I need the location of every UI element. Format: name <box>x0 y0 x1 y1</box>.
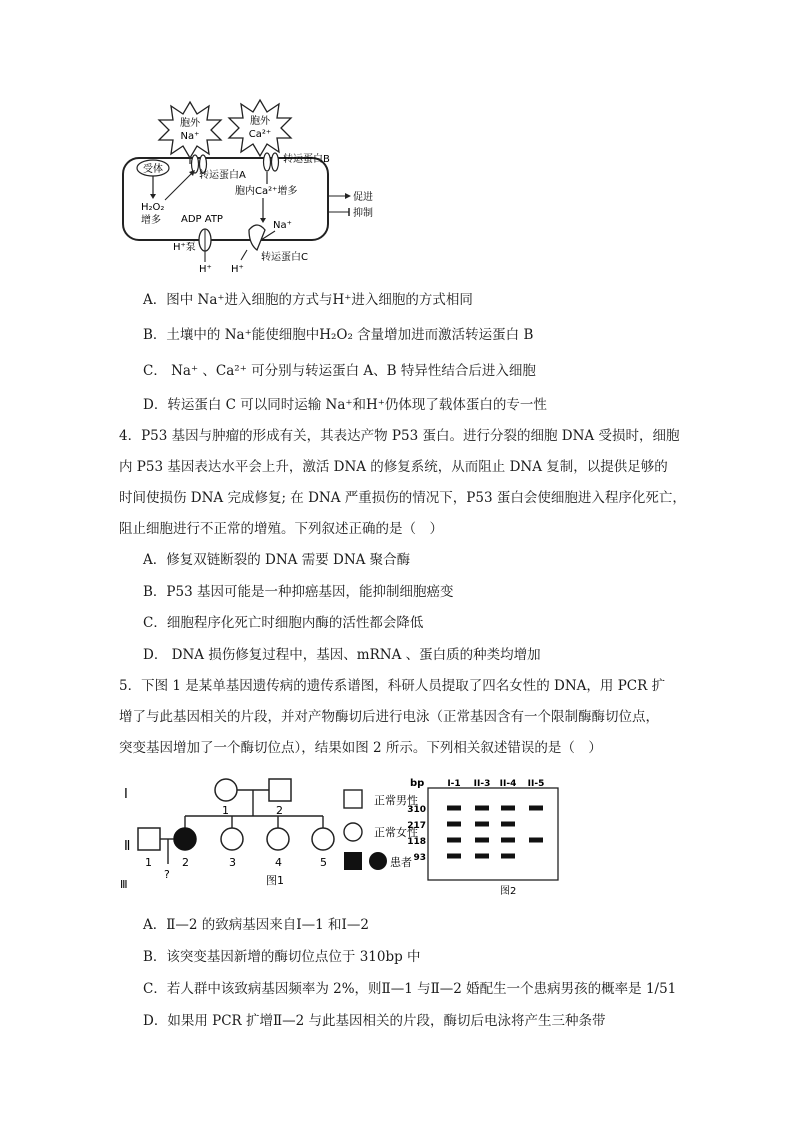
legend-male-symbol <box>344 790 362 808</box>
ca-inside-label: 胞内Ca²⁺增多 <box>235 186 298 197</box>
gel-band <box>447 854 461 859</box>
gel-lane-label: II-5 <box>527 779 545 789</box>
q4-option-a: A．修复双链断裂的 DNA 需要 DNA 聚合酶 <box>143 552 411 568</box>
ii4-number: 4 <box>275 856 282 869</box>
protein-c-label: 转运蛋白C <box>261 252 308 263</box>
protein-a-left <box>192 155 199 173</box>
outside-na-text1: 胞外 <box>180 118 200 129</box>
outside-na-burst <box>159 102 221 158</box>
gel-band <box>447 838 461 843</box>
legend-promote: 促进 <box>353 192 373 203</box>
h-pump-label: H⁺泵 <box>173 242 196 253</box>
h-plus-left: H⁺ <box>199 264 212 275</box>
figure-1-caption: 图1 <box>266 874 284 887</box>
iii-unknown: ? <box>164 868 170 881</box>
ii4-female <box>267 828 289 850</box>
gel-figure <box>408 772 568 897</box>
outside-na-text2: Na⁺ <box>180 131 200 142</box>
legend-inhibit: 抑制 <box>353 208 373 219</box>
q5-option-c: C．若人群中该致病基因频率为 2%，则Ⅱ—1 与Ⅱ—2 婚配生一个患病男孩的概率是 1/51 <box>143 981 677 997</box>
ii3-female <box>221 828 243 850</box>
q5-line-1: 5．下图 1 是某单基因遗传病的遗传系谱图，科研人员提取了四名女性的 DNA，用 PCR 扩 <box>119 678 666 694</box>
protein-c <box>249 225 265 250</box>
gel-band <box>475 838 489 843</box>
gel-lane-label: II-3 <box>473 779 491 789</box>
gel-band <box>501 838 515 843</box>
q5-line-2: 增了与此基因相关的片段，并对产物酶切后进行电泳（正常基因含有一个限制酶酶切位点， <box>119 709 659 725</box>
h2o2-more: 增多 <box>141 215 161 226</box>
gel-band <box>447 806 461 811</box>
ii2-affected-female <box>174 828 196 850</box>
protein-b-left <box>264 153 271 171</box>
gel-size-label: 217 <box>407 821 426 831</box>
i2-number: 2 <box>276 804 283 817</box>
q3-option-c: C． Na⁺ 、Ca²⁺ 可分别与转运蛋白 A、B 特异性结合后进入细胞 <box>143 363 536 379</box>
i1-number: 1 <box>222 804 229 817</box>
q3-option-a: A．图中 Na⁺进入细胞的方式与H⁺进入细胞的方式相同 <box>143 292 473 308</box>
outside-ca-text2: Ca²⁺ <box>248 129 272 140</box>
gel-band <box>529 838 543 843</box>
i2-male <box>269 779 291 801</box>
q4-option-b: B．P53 基因可能是一种抑癌基因，能抑制细胞癌变 <box>143 584 454 600</box>
ii1-number: 1 <box>145 856 152 869</box>
gel-lane-label: I-1 <box>447 779 461 789</box>
q4-option-c: C．细胞程序化死亡时细胞内酶的活性都会降低 <box>143 615 424 631</box>
legend-affected: 患者 <box>390 856 412 869</box>
q3-option-b: B．土壤中的 Na⁺能使细胞中H₂O₂ 含量增加进而激活转运蛋白 B <box>143 327 534 343</box>
protein-a-label: 转运蛋白A <box>199 170 246 181</box>
gel-band <box>475 854 489 859</box>
gel-lane-label: II-4 <box>499 779 517 789</box>
gen-2-label: Ⅱ <box>124 839 131 854</box>
q3-option-d: D．转运蛋白 C 可以同时运输 Na⁺和H⁺仍体现了载体蛋白的专一性 <box>143 397 547 413</box>
ii5-female <box>312 828 334 850</box>
gel-band <box>475 806 489 811</box>
protein-b-right <box>272 153 279 171</box>
q5-option-d: D．如果用 PCR 扩增Ⅱ—2 与此基因相关的片段，酶切后电泳将产生三种条带 <box>143 1013 606 1029</box>
legend-affected-female <box>369 852 387 870</box>
outside-ca-burst <box>229 100 291 156</box>
outside-ca-text1: 胞外 <box>250 116 270 127</box>
gel-size-label: 93 <box>413 853 426 863</box>
protein-b-label: 转运蛋白B <box>283 154 330 165</box>
legend-female-symbol <box>344 823 362 841</box>
cell-transport-diagram <box>115 100 385 275</box>
gen-1-label: Ⅰ <box>124 787 128 802</box>
na-plus-label: Na⁺ <box>273 220 292 231</box>
q4-line-2: 内 P53 基因表达水平会上升，激活 DNA 的修复系统，从而阻止 DNA 复制，以提供足够的 <box>119 459 668 475</box>
legend-female: 正常女性 <box>374 826 418 839</box>
gen-3-label: Ⅲ <box>120 878 128 891</box>
q4-line-4: 阻止细胞进行不正常的增殖。下列叙述正确的是（ ） <box>119 521 443 537</box>
gel-band <box>447 822 461 827</box>
gel-band <box>529 806 543 811</box>
h-plus-right: H⁺ <box>231 264 244 275</box>
q5-option-a: A．Ⅱ—2 的致病基因来自Ⅰ—1 和Ⅰ—2 <box>143 917 369 933</box>
adp-atp-label: ADP ATP <box>181 214 223 225</box>
q4-line-3: 时间使损伤 DNA 完成修复; 在 DNA 严重损伤的情况下，P53 蛋白会使细胞进入程序化死亡， <box>119 490 686 506</box>
h2o2-label: H₂O₂ <box>141 202 165 213</box>
ii1-male <box>138 828 160 850</box>
ii2-number: 2 <box>182 856 189 869</box>
bp-label: bp <box>410 778 425 789</box>
legend-male: 正常男性 <box>374 794 418 807</box>
q5-line-3: 突变基因增加了一个酶切位点），结果如图 2 所示。下列相关叙述错误的是（ ） <box>119 740 602 756</box>
q4-option-d: D． DNA 损伤修复过程中，基因、mRNA 、蛋白质的种类均增加 <box>143 647 541 663</box>
ii3-number: 3 <box>229 856 236 869</box>
figure-2-caption: 图2 <box>500 886 517 897</box>
gel-band <box>501 806 515 811</box>
gel-size-label: 310 <box>407 805 426 815</box>
q4-line-1: 4．P53 基因与肿瘤的形成有关，其表达产物 P53 蛋白。进行分裂的细胞 DNA 受损时，细胞 <box>119 428 680 444</box>
i1-female <box>215 779 237 801</box>
gel-band <box>501 854 515 859</box>
receptor-label: 受体 <box>143 164 163 175</box>
q5-option-b: B．该突变基因新增的酶切位点位于 310bp 中 <box>143 949 421 965</box>
gel-size-label: 118 <box>407 837 426 847</box>
gel-frame <box>428 788 558 880</box>
gel-band <box>501 822 515 827</box>
ii5-number: 5 <box>320 856 327 869</box>
legend-affected-male <box>344 852 362 870</box>
gel-band <box>475 822 489 827</box>
